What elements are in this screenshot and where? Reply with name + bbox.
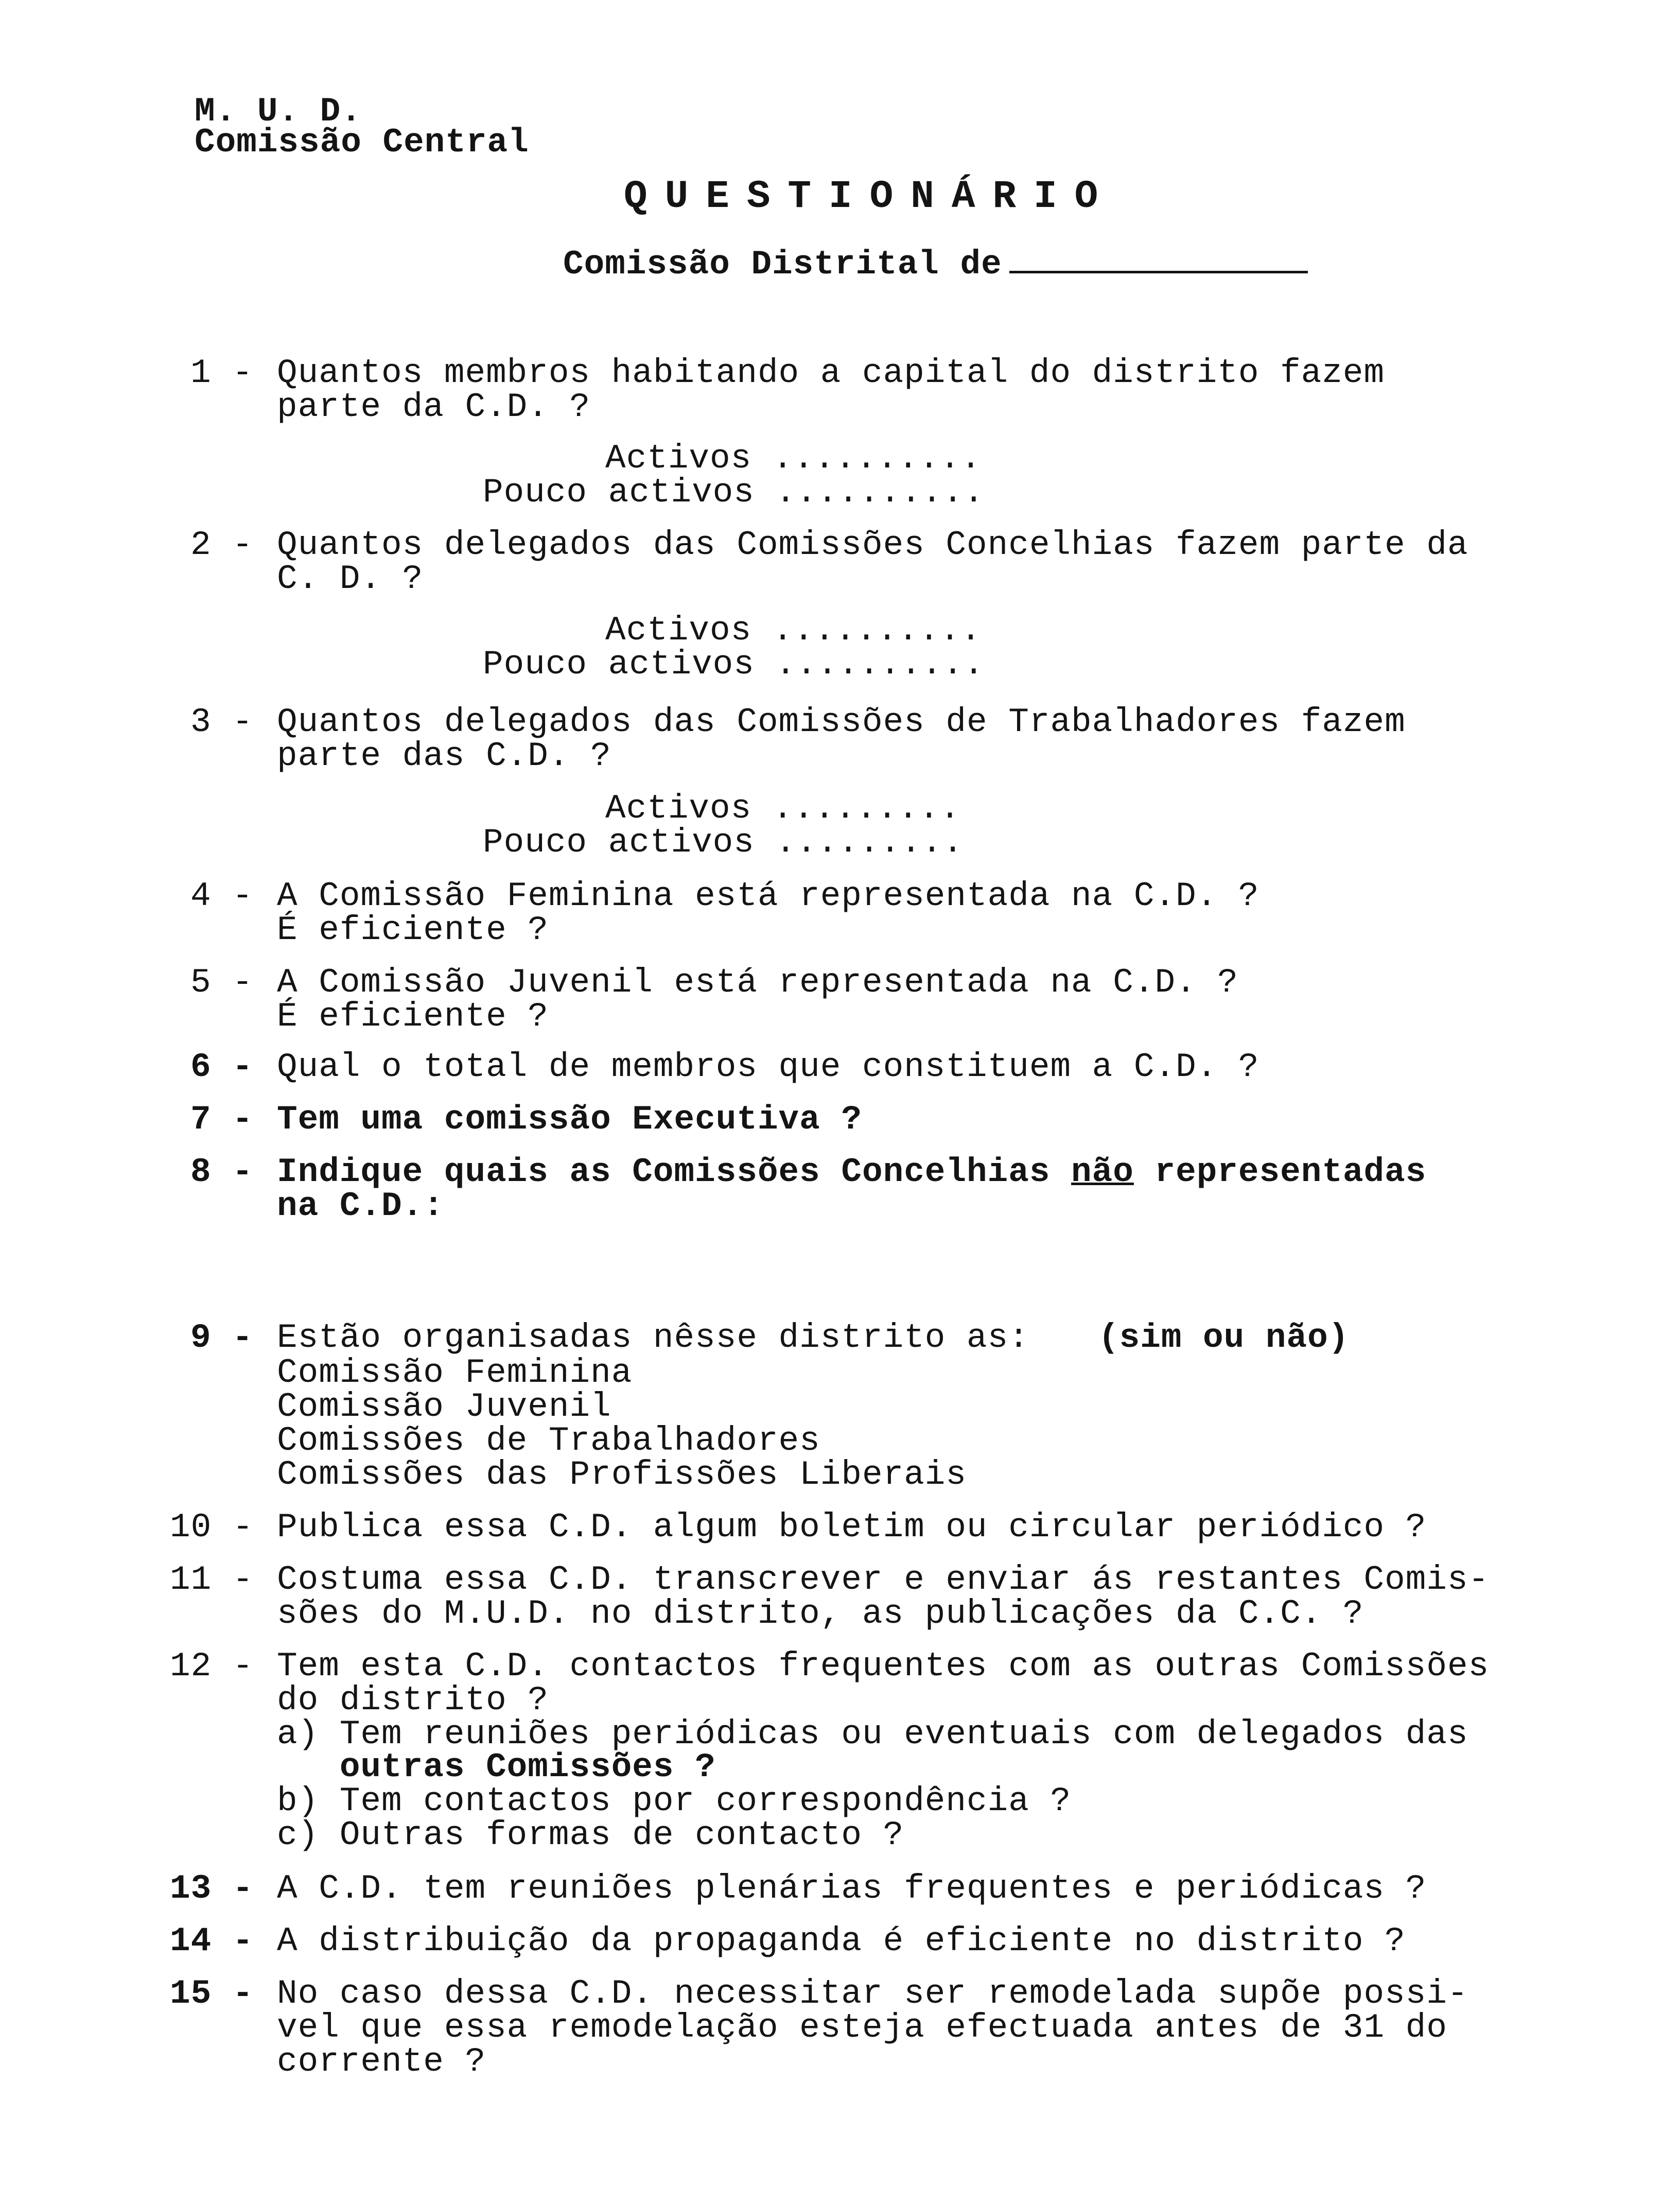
q12-item-b: b) Tem contactos por correspondência ?: [277, 1782, 1072, 1820]
q6-text: Qual o total de membros que constituem a C.D. ?: [277, 1048, 1259, 1086]
q15-text-cont: vel que essa remodelação esteja efectuada antes de 31 do: [277, 2008, 1447, 2047]
q4-text: A Comissão Feminina está representada na C.D. ?: [277, 877, 1259, 915]
q9-option-4: Comissões das Profissões Liberais: [277, 1455, 967, 1494]
q12-item-a: a) Tem reuniões periódicas ou eventuais com delegados das: [277, 1715, 1468, 1754]
district-blank-line: [1009, 243, 1308, 273]
q14-text: A distribuição da propaganda é eficiente no distrito ?: [277, 1922, 1406, 1960]
q8-underlined-word: não: [1071, 1153, 1134, 1191]
q7-number: 7 -: [190, 1100, 253, 1139]
q1-text: Quantos membros habitando a capital do distrito fazem: [277, 354, 1385, 392]
q11-number: 11 -: [170, 1560, 254, 1599]
q3-number: 3 -: [190, 703, 253, 741]
org-acronym: M. U. D.: [195, 92, 362, 131]
q15-text-cont-2: corrente ?: [277, 2042, 486, 2081]
q2-number: 2 -: [190, 526, 253, 564]
q10-text: Publica essa C.D. algum boletim ou circular periódico ?: [277, 1508, 1427, 1547]
q3-text: Quantos delegados das Comissões de Trabalhadores fazem: [277, 703, 1406, 741]
q1-pouco-activos: Pouco activos ..........: [483, 473, 985, 512]
q3-text-cont: parte das C.D. ?: [277, 737, 611, 775]
q12-item-a-cont: outras Comissões ?: [277, 1748, 716, 1786]
q12-number: 12 -: [170, 1647, 254, 1686]
q9-option-1: Comissão Feminina: [277, 1353, 633, 1392]
q12-text: Tem esta C.D. contactos frequentes com as outras Comissões: [277, 1647, 1490, 1686]
q2-activos: Activos ..........: [605, 611, 982, 650]
q2-pouco-activos: Pouco activos ..........: [483, 645, 985, 684]
q7-text: Tem uma comissão Executiva ?: [277, 1100, 862, 1139]
q1-number: 1 -: [190, 354, 253, 392]
q9-option-3: Comissões de Trabalhadores: [277, 1421, 820, 1460]
q11-text: Costuma essa C.D. transcrever e enviar ás restantes Comis-: [277, 1560, 1490, 1599]
q9-number: 9 -: [190, 1318, 253, 1357]
q3-pouco-activos: Pouco activos .........: [483, 823, 964, 862]
q4-text-cont: É eficiente ?: [277, 911, 549, 949]
q12-item-c: c) Outras formas de contacto ?: [277, 1816, 904, 1854]
q4-number: 4 -: [190, 877, 253, 915]
q9-answer-hint: (sim ou não): [1098, 1318, 1350, 1357]
q8-text: Indique quais as Comissões Concelhias não representadas: [277, 1153, 1427, 1191]
q9-option-2: Comissão Juvenil: [277, 1387, 611, 1426]
q15-number: 15 -: [170, 1974, 254, 2013]
q5-text-cont: É eficiente ?: [277, 997, 549, 1036]
q2-text-cont: C. D. ?: [277, 560, 424, 598]
q2-text: Quantos delegados das Comissões Concelhias fazem parte da: [277, 526, 1468, 564]
q1-activos: Activos ..........: [605, 439, 982, 478]
q1-text-cont: parte da C.D. ?: [277, 388, 591, 426]
q8-number: 8 -: [190, 1153, 253, 1191]
org-commission: Comissão Central: [195, 123, 529, 162]
q8-text-cont: na C.D.:: [277, 1187, 444, 1225]
page-title: QUESTIONÁRIO: [624, 175, 1116, 219]
q3-activos: Activos .........: [605, 789, 961, 828]
q13-text: A C.D. tem reuniões plenárias frequentes e periódicas ?: [277, 1869, 1427, 1908]
q10-number: 10 -: [170, 1508, 254, 1547]
district-label: Comissão Distrital de: [563, 243, 1308, 282]
q9-text: Estão organisadas nêsse distrito as:: [277, 1318, 1029, 1357]
q11-text-cont: sões do M.U.D. no distrito, as publicações da C.C. ?: [277, 1594, 1364, 1633]
q6-number: 6 -: [190, 1048, 253, 1086]
q14-number: 14 -: [170, 1922, 254, 1960]
q5-number: 5 -: [190, 963, 253, 1002]
q15-text: No caso dessa C.D. necessitar ser remodelada supõe possi-: [277, 1974, 1468, 2013]
q5-text: A Comissão Juvenil está representada na C.D. ?: [277, 963, 1238, 1002]
q13-number: 13 -: [170, 1869, 254, 1908]
q12-text-cont: do distrito ?: [277, 1681, 549, 1720]
